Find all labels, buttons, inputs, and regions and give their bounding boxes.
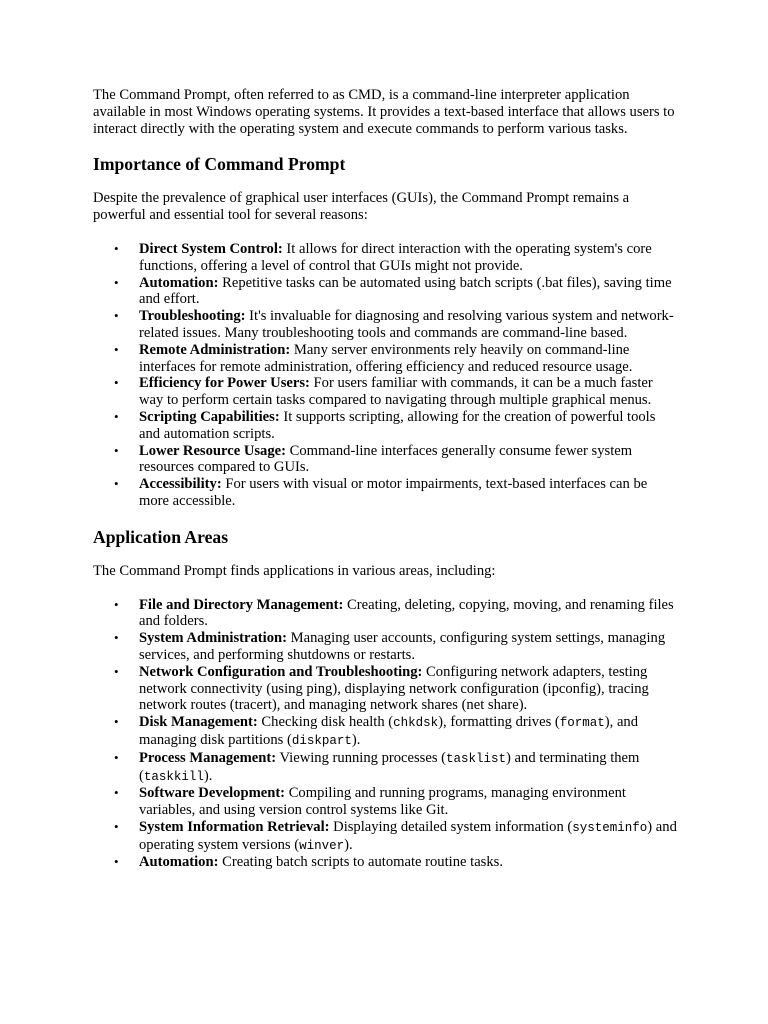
item-text: ), and managing disk partitions (: [139, 714, 639, 748]
item-text: ), formatting drives (: [438, 714, 560, 731]
item-term: Remote Administration:: [139, 341, 291, 358]
application-areas-list: [93, 597, 680, 872]
list-item: [93, 785, 680, 819]
item-term: System Administration:: [139, 630, 287, 647]
item-term: Network Configuration and Troubleshooting:: [139, 663, 423, 680]
bullet-icon: •: [114, 308, 119, 324]
item-term: Automation:: [139, 854, 219, 871]
item-text: Displaying detailed system information (: [329, 818, 573, 835]
item-term: Automation:: [139, 274, 219, 291]
item-text: It's invaluable for diagnosing and resolving various system and network-related issues. Many troubleshooting tools and commands are command-line based.: [139, 308, 674, 341]
item-text: Compiling and running programs, managing environment variables, and using version control systems like Git.: [139, 785, 626, 819]
list-item: [93, 275, 680, 309]
item-text: It allows for direct interaction with the operating system's core functions, offering a level of control that GUIs might not provide.: [139, 240, 652, 274]
bullet-icon: •: [114, 375, 119, 391]
item-text: Viewing running processes (: [276, 749, 447, 766]
importance-paragraph: Despite the prevalence of graphical user interfaces (GUIs), the Command Prompt remains a powerful and essential tool for several reasons:: [93, 190, 630, 224]
command-code: format: [559, 716, 605, 731]
bullet-icon: •: [114, 630, 119, 646]
item-text: For users with visual or motor impairments, text-based interfaces can be more accessible.: [139, 476, 648, 509]
item-text: Many server environments rely heavily on command-line interfaces for remote administration, offering efficiency and reduced resource usage.: [139, 341, 633, 375]
list-item: [93, 819, 680, 855]
command-code: tasklist: [446, 751, 507, 766]
intro-paragraph: The Command Prompt, often referred to as CMD, is a command-line interpreter application available in most Windows operating systems. It provides a text-based interface that allows users to interact directly with the operating system and execute commands to perform various tasks.: [93, 87, 675, 137]
list-item: [93, 308, 680, 342]
item-text: Creating, deleting, copying, moving, and renaming files and folders.: [139, 596, 674, 630]
bullet-icon: •: [114, 714, 119, 730]
bullet-icon: •: [114, 663, 119, 679]
bullet-icon: •: [114, 785, 119, 801]
item-text: Checking disk health (: [257, 714, 394, 731]
item-term: Lower Resource Usage:: [139, 442, 286, 459]
item-text: Repetitive tasks can be automated using batch scripts (.bat files), saving time and effort.: [139, 274, 672, 308]
list-item: [93, 443, 680, 477]
item-text: It supports scripting, allowing for the creation of powerful tools and automation scripts.: [139, 408, 656, 442]
command-code: diskpart: [291, 733, 352, 748]
bullet-icon: •: [114, 408, 119, 424]
bullet-icon: •: [114, 274, 119, 290]
list-item: [93, 241, 680, 275]
item-text: ).: [344, 836, 353, 853]
item-term: Troubleshooting:: [139, 308, 246, 325]
item-term: Process Management:: [139, 749, 277, 766]
bullet-icon: •: [114, 818, 119, 834]
list-item: [93, 854, 680, 871]
item-term: System Information Retrieval:: [139, 818, 330, 835]
bullet-icon: •: [114, 854, 119, 870]
list-item: [93, 409, 680, 443]
item-text: For users familiar with commands, it can be a much faster way to perform certain tasks compared to navigating through multiple graphical menus.: [139, 375, 653, 409]
item-text: ) and operating system versions (: [139, 818, 677, 853]
item-text: ).: [203, 767, 213, 784]
command-code: systeminfo: [572, 820, 648, 835]
list-item: [93, 664, 680, 714]
section-heading-application-areas: Application Areas: [93, 526, 229, 547]
item-text: Creating batch scripts to automate routine tasks.: [218, 854, 503, 871]
command-code: chkdsk: [393, 716, 439, 731]
command-code: taskkill: [143, 769, 204, 784]
list-item: [93, 630, 680, 664]
bullet-icon: •: [114, 476, 119, 492]
item-text: Command-line interfaces generally consume fewer system resources compared to GUIs.: [139, 442, 633, 476]
application-areas-paragraph: The Command Prompt finds applications in various areas, including:: [93, 562, 496, 579]
list-item: [93, 476, 680, 510]
item-term: File and Directory Management:: [139, 596, 344, 613]
list-item: [93, 375, 680, 409]
list-item: [93, 714, 680, 750]
section-heading-importance: Importance of Command Prompt: [93, 154, 346, 175]
item-term: Direct System Control:: [139, 240, 283, 257]
item-term: Scripting Capabilities:: [139, 408, 280, 425]
bullet-icon: •: [114, 341, 119, 357]
item-text: Managing user accounts, configuring system settings, managing services, and performing shutdowns or restarts.: [139, 630, 666, 663]
bullet-icon: •: [114, 442, 119, 458]
item-term: Disk Management:: [139, 714, 258, 731]
item-term: Accessibility:: [139, 476, 222, 493]
bullet-icon: •: [114, 240, 119, 256]
importance-list: [93, 241, 680, 510]
item-text: ).: [351, 731, 361, 748]
bullet-icon: •: [114, 596, 119, 612]
item-text: ) and terminating them (: [139, 749, 640, 784]
item-text: Configuring network adapters, testing network connectivity (using ping), displaying network configuration (ipconfig), tracing network routes (tracert), and managing network shares (net share).: [139, 663, 649, 714]
list-item: [93, 597, 680, 631]
item-term: Efficiency for Power Users:: [139, 375, 310, 392]
bullet-icon: •: [114, 749, 119, 765]
list-item: [93, 750, 680, 786]
list-item: [93, 342, 680, 376]
item-term: Software Development:: [139, 785, 286, 802]
command-code: winver: [299, 838, 345, 853]
